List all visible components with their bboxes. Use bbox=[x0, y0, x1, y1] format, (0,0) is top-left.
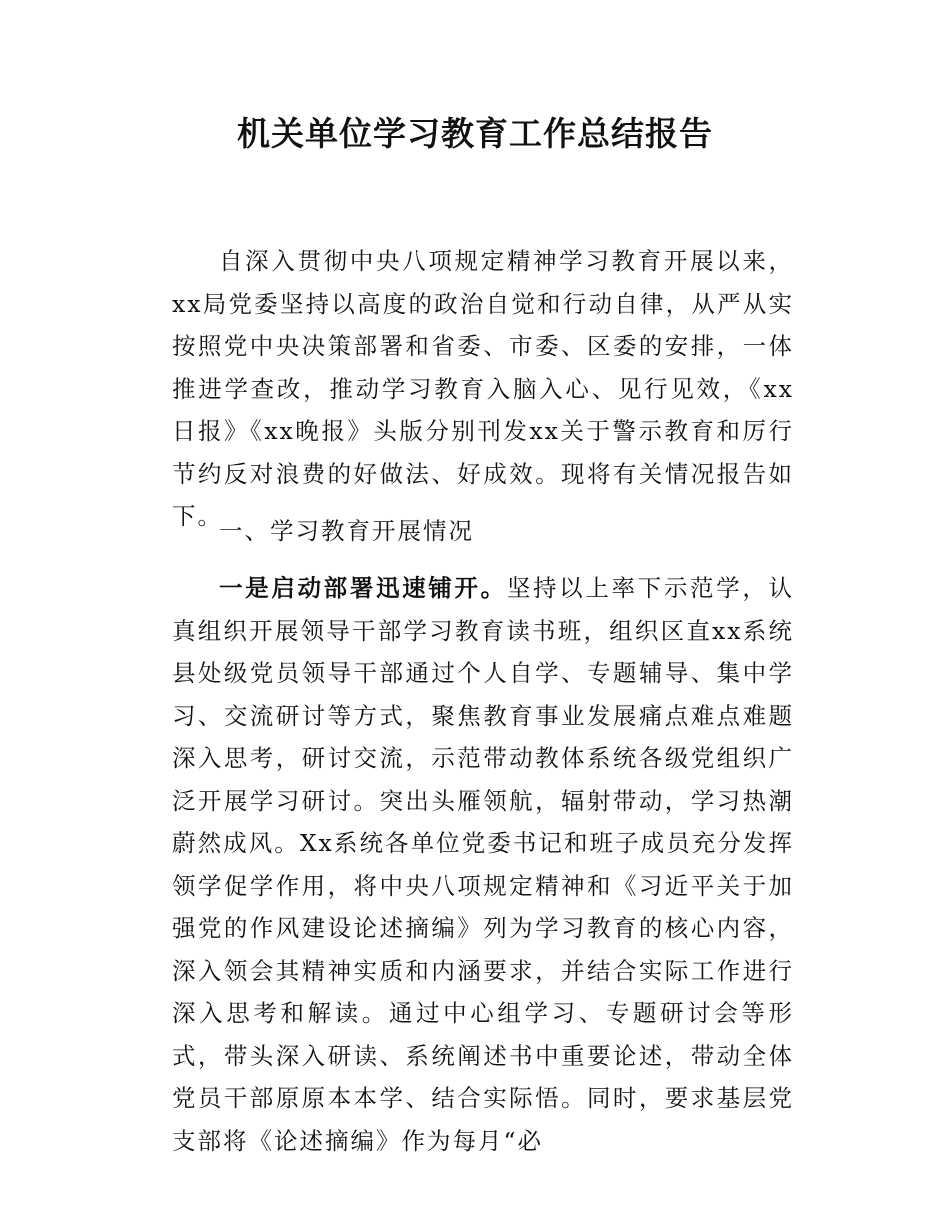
intro-paragraph: 自深入贯彻中央八项规定精神学习教育开展以来，xx局党委坚持以高度的政治自觉和行动自律，从严从实按照党中央决策部署和省委、市委、区委的安排，一体推进学查改，推动学习教育入脑入心、见行见效，《xx日报》《xx晚报》头版分别刊发xx关于警示教育和厉行节约反对浪费的好做法、好成效。现将有关情况报告如下。 bbox=[172, 247, 794, 530]
section-heading: 一、学习教育开展情况 bbox=[219, 517, 474, 545]
point1-lead: 一是启动部署迅速铺开。 bbox=[219, 574, 507, 602]
point1-body: 坚持以上率下示范学，认真组织开展领导干部学习教育读书班，组织区直xx系统县处级党员领导干部通过个人自学、专题辅导、集中学习、交流研讨等方式，聚焦教育事业发展痛点难点难题深入思考，研讨交流，示范带动教体系统各级党组织广泛开展学习研讨。突出头雁领航，辐射带动，学习热潮蔚然成风。Xx系统各单位党委书记和班子成员充分发挥领学促学作用，将中央八项规定精神和《习近平关于加强党的作风建设论述摘编》列为学习教育的核心内容，深入领会其精神实质和内涵要求，并结合实际工作进行深入思考和解读。通过中心组学习、专题研讨会等形式，带头深入研读、系统阐述书中重要论述，带动全体党员干部原原本本学、结合实际悟。同时，要求基层党支部将《论述摘编》作为每月“必 bbox=[172, 574, 795, 1155]
point1-paragraph bbox=[172, 567, 794, 1162]
document-title: 机关单位学习教育工作总结报告 bbox=[237, 114, 713, 153]
